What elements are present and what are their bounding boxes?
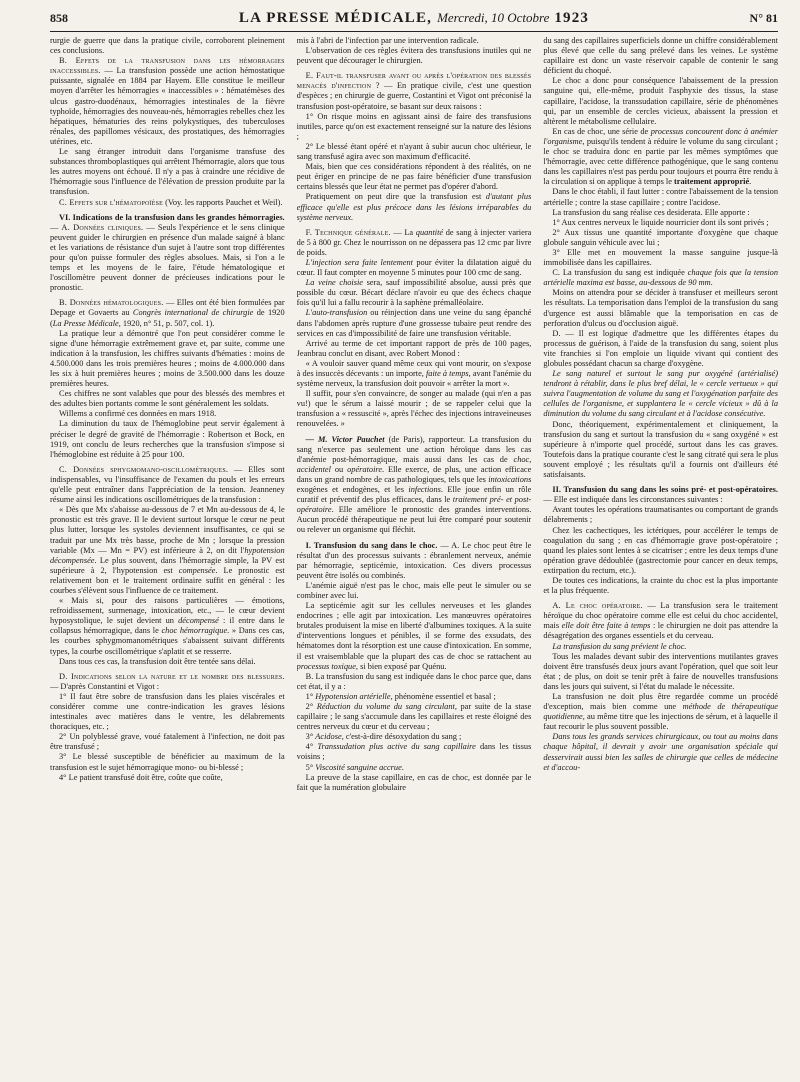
italic-text: choc hémorragique [161,626,228,636]
paragraph [297,541,532,581]
paragraph-text: C. La transfusion du sang est indiquée [552,268,688,278]
paragraph: Willems a confirmé ces données en mars 1918. [59,409,217,419]
italic-text: Transsudation plus active du sang capillaire [317,742,476,752]
paragraph [543,601,778,641]
paragraph-text: — Elle est indiquée dans les circonstances suivantes : [543,495,723,505]
paragraph [50,465,285,505]
paragraph-text: sera, sauf impossibilité absolue, aussi près que possible du cœur. Bécart déclare n'avoir eu que des échecs chaque fois qu'il lui a fallu recourir à la saphène prémalléolaire. [296,278,532,308]
journal-title [110,10,718,27]
list-item: 2° Un polyblessé grave, voué fatalement à l'infection, ne doit pas être transfusé ; [50,732,285,752]
paragraph-text: — La transfusion possède une action hémostatique puissante, signalée en 1884 par Hayem. Elle constitue le meilleur moyen d'arrêter les hémorragies « inaccessibles » : hématémèses des ulcus gastro-duodénaux, hémorragies intestinales de la fièvre typhoïde, hémorragies des nouveau-nés, hémorragies rebelles chez les hépatiques, hématuries des reins polykystiques, des tuberculoses rénales, des papillomes vésicaux, des prostatiques, des hémorragies utérines, etc. [50,66,285,146]
paragraph: L'anémie aiguë n'est pas le choc, mais elle peut le simuler ou se combiner avec lui. [296,580,532,600]
italic-text: chaque fois que la tension artérielle maxima est basse, au-dessous de 90 mm [543,268,778,288]
italic-text: Réduction du volume du sang circulant [316,702,455,711]
paragraph-text: . Elle joue enfin un rôle curatif et préventif des plus efficaces, dans le [296,485,532,505]
paragraph [543,485,778,505]
paragraph: D. — Il est logique d'admettre que les différentes étapes du processus de guérison, à l'aide de la transfusion du sang, soient plus vite franchies si l'on emploie un liquide vivant qui contient des globules possédant chacun sa charge d'oxygène. [543,328,778,368]
paragraph [297,71,532,111]
paragraph-text: exogènes et endogènes, et les [296,485,409,495]
italic-text: L'auto-transfusion [305,308,368,318]
list-item: 1° Aux centres nerveux le liquide nourricier dont ils sont privés ; [552,217,769,227]
paragraph [297,601,532,672]
list-item: 2° Aux tissus une quantité importante d'oxygène que chaque globule sanguin véhicule avec lui ; [543,227,778,247]
paragraph: rurgie de guerre que dans la pratique civile, corroborent pleinement ces conclusions. [50,36,285,56]
paragraph-text: dans les tissus voisins ; [296,742,532,762]
italic-text: La Presse Médicale [52,318,119,328]
paragraph-text: — D'après Constantini et Vigot : [50,681,160,691]
paragraph: Dans tous les grands services chirurgicaux, ou tout au moins dans chaque hôpital, il devrait y avoir une organisation spéciale qui desservirait aussi bien les salles de chirurgie que celles de médecine et d'accou- [543,732,778,772]
list-item: 4° Le patient transfusé doit être, coûte que coûte, [59,772,223,782]
paragraph: L'observation de ces règles évitera des transfusions inutiles qui ne peuvent que décourager le chirurgien. [296,46,532,66]
paragraph-text: , si bien exposé par Quénu. [355,661,447,671]
quote-paragraph [297,359,532,389]
section-heading: A. Le choc opératoire. [552,601,643,611]
italic-text: Hypotension artérielle [315,691,391,701]
paragraph: La pratique leur a démontré que l'on peut considérer comme le signe d'une hémorragie extrêmement grave et, par suite, comme une indication à la transfusion, les chiffres suivants d'hématies : moins de 4.500.000 dans les trois premières heures ; moins de 4.000.000 dans les six à huit premières heures ; moins de 3.500.000 dans les douze premières heures. [50,328,285,389]
italic-text: compensée [178,565,216,575]
paragraph [50,213,285,294]
paragraph-text: , c'est-à-dire désoxydation du sang ; [341,732,462,742]
italic-text: faite à temps [425,369,469,378]
chapter-title: I. Transfusion du sang dans le choc. [305,540,438,550]
paragraph-text: « Dès que Mx s'abaisse au-dessous de 7 et Mn au-dessous de 4, le pronostic est très grave. Il le devient surtout lorsque le cœur ne peut plus lutter, lorsque les systoles deviennent insuffisantes, ce qui se traduit par une Mx très basse, proche de Mn ; lorsque la pression variable (Mx — Mn = PV) est inférieure à 2, on dit l' [50,505,285,555]
paragraph-text: — A. Le choc peut être le résultat d'un des processus suivants : ébranlement nerveux, anémie par hémorragie, septicémie, intoxication. Ces divers processus peuvent être isolés ou combinés. [296,540,532,580]
paragraph: B. La transfusion du sang est indiquée dans le choc parce que, dans cet état, il y a : [296,671,532,691]
paragraph: Chez les cachectiques, les ictériques, pour accélérer le temps de coagulation du sang ; en cas d'hémorragie grave post-opératoire ; quand les plaies sont lentes à se cicatriser ; entre les deux temps d'une opération grave dédoublée (gastrectomie pour cancer en deux temps, extirpation du rectum, etc.). [543,525,778,575]
list-item: 1° On risque moins en agissant ainsi de faire des transfusions inutiles, parce qu'on est exactement renseigné sur la nature des lésions ; [296,111,532,141]
bold-text: traitement approprié [674,177,750,187]
chapter-title: II. Transfusion du sang dans les soins pré- et post-opératoires. [552,485,778,495]
paragraph: Dans le choc établi, il faut lutter : contre l'abaissement de la tension artérielle ; contre la stase capillaire ; contre l'acidose. [543,187,778,207]
paragraph [50,672,285,692]
paragraph-text: . Le plus souvent, dans l'hémorragie simple, la PV est supérieure à 2, l'hypotension est [50,555,285,575]
quote-paragraph [50,596,285,657]
list-item [297,702,532,732]
italic-text: d'autant plus efficace qu'elle est plus précoce dans les lésions irréparables du système nerveux. [296,192,532,222]
paragraph-text: , avant l'anémie du système nerveux, la transfusion doit pouvoir « arrêter la mort ». [296,369,532,389]
author-name: — M. Victor Pauchet [305,434,385,444]
italic-text: Viscosité sanguine accrue [315,762,402,772]
paragraph-text: — Elles sont indispensables, vu l'insuffisance de l'examen du pouls et les erreurs qu'elle peut entraîner dans l'appréciation de la tension. Jeanneney résume ainsi les indications oscillométriques de la transfusion : [50,464,285,505]
paragraph-text: (Voy. les rapports Pauchet et Weil). [163,197,283,207]
paragraph-text: Pratiquement on peut dire que la transfusion est [305,192,486,202]
paragraph: Donc, théoriquement, expérimentalement et cliniquement, la transfusion du sang et surtout la transfusion du « sang oxygéné » est supérieure à n'importe quel procédé, surtout dans les cas graves. Toutefois dans la pratique courante c'est le sang citraté qui sera le plus souvent employé ; les résultats qu'il a fournis ont d'ailleurs été satisfaisants. [543,419,778,480]
italic-text: processus toxique [296,661,356,671]
italic-text: méthode de thérapeutique quotidienne [543,702,778,722]
paragraph-text: . Elle améliore le pronostic des grandes interventions. Aucun procédé thérapeutique ne peut lui être comparé pour soutenir ou relever un organisme qui fléchit. [296,505,532,535]
column-3 [543,36,778,1082]
italic-text: elle doit être faite à temps [561,621,651,631]
paragraph-text: , par suite de la stase capillaire ; le sang s'accumule dans les capillaires et reste éloigné des centres nerveux du cœur et du cerveau ; [296,702,532,732]
paragraph [543,127,778,188]
paragraph-text: — La [390,227,416,237]
column-1 [50,36,285,1082]
paragraph-text: La septicémie agit sur les cellules nerveuses et les glandes endocrines ; elle agit par intoxication. Les manœuvres opératoires brutales produisent la mise en liberté d'albumines toxiques. A la suite d'interventions longues et pénibles, il se forme des exsudats, des hématomes dont la résorption est une cause d'intoxication. En somme, il est vraisemblable que la plupart des cas de choc se rattachent au [296,601,532,661]
section-heading: D. Indications selon la nature et le nombre des blessures. [59,671,285,681]
paragraph [297,228,532,258]
paragraph-text: de sang à injecter variera de 5 à 800 gr. Chez le nourrisson on ne dépassera pas 12 cmc par livre de poids. [296,227,532,257]
paragraph: La preuve de la stase capillaire, en cas de choc, est donnée par le fait que la numération globulaire [296,772,532,792]
list-number: 5° [305,762,316,772]
paragraph [297,258,532,278]
list-item [297,742,532,762]
italic-text: processus concourent donc à anémier l'organisme [543,126,778,146]
paragraph-text: . [749,177,752,187]
list-item: 3° Elle met en mouvement la masse sanguine jusque-là immobilisée dans les capillaires. [543,247,778,268]
page-header [50,10,778,32]
italic-text: L'injection sera faite lentement [305,257,413,267]
paragraph-text: — La transfusion sera le traitement héroïque du choc opératoire comme elle est celui du choc accidentel, mais [543,601,778,631]
italic-text: La veine choisie [305,278,364,288]
list-item [297,732,532,742]
italic-text: intoxications [488,474,532,484]
list-item: 2° Le blessé étant opéré et n'ayant à subir aucun choc ultérieur, le sang transfusé agira avec son maximum d'efficacité. [296,141,532,162]
list-number: 4° [305,742,318,752]
paragraph [50,298,285,328]
section-heading: B. Données hématologiques. [59,298,164,308]
section-heading: C. Données sphygmomano-oscillométriques. [59,464,229,474]
page-number: 858 [50,11,68,25]
paragraph: Avant toutes les opérations traumatisantes ou comportant de grands délabrements ; [543,505,778,525]
paragraph [297,308,532,338]
italic-text: infections [408,485,441,495]
paragraph: mis à l'abri de l'infection par une intervention radicale. [296,36,479,45]
paragraph-text: (de Paris), rapporteur. La transfusion du sang n'exerce pas seulement une action héroïque dans les cas d'anémie post-hémorragique, mais aussi dans les cas de [296,434,532,464]
quote-paragraph [50,505,285,596]
italic-text: décompensé [178,616,219,626]
section-heading: C. Effets sur l'hématopoïèse [59,197,164,207]
paragraph-text: — Elles ont été bien formulées par Depage et Govaerts au [50,298,285,318]
paragraph-text: pour éviter la dilatation aiguë du cœur. Il faut compter en moyenne 5 minutes pour 100 cmc de sang. [296,257,532,278]
paragraph-text: En cas de choc, une série de [552,126,651,136]
paragraph: Tous les malades devant subir des interventions mutilantes graves doivent être transfusés deux jours avant l'opération, quel que soit leur état ; de plus, on doit se tenir prêt à faire de nouvelles transfusions dans les jours qui suivent, si l'état du malade le nécessite. [543,651,778,691]
list-item: 1° Il faut être sobre de transfusion dans les plaies viscérales et considérer comme une contre-indication les graves lésions intestinales avec matières dans le ventre, les délabrements thoraciques, etc. ; [50,691,285,732]
italic-text: hypotension décompensée [50,545,285,565]
issue-date: Mercredi, 10 Octobre [437,10,550,25]
paragraph-text: « Mais si, pour des raisons particulières — émotions, refroidissement, surmenage, intoxication, etc., — le cœur devient hyposystolique, le sujet devient un [50,596,285,626]
paragraph-text: . Le pronostic est relativement bon et le traitement ordinaire suffit en général : les courbes s'élèvent sous l'influence de ce traitement. [50,565,285,595]
paragraph [297,435,532,536]
paragraph [297,192,532,222]
section-heading: F. Technique générale. [305,227,391,237]
italic-text: choc, accidentel [296,454,532,474]
paragraph [543,268,778,288]
italic-text: Congrès international de chirurgie [132,308,254,318]
paragraph: De toutes ces indications, la crainte du choc est la plus importante et la plus fréquente. [543,575,778,596]
paragraph: Dans tous ces cas, la transfusion doit être tentée sans délai. [59,656,256,666]
paragraph-text: , phénomène essentiel et basal ; [390,691,496,701]
paragraph [543,692,778,732]
list-number: 3° [305,732,316,742]
paragraph [50,198,285,208]
paragraph-text: , 1920, n° 51, p. 507, col. 1). [118,318,215,328]
paragraph-text: . » Dans ces cas, les courbes sphygmomanométriques s'abaissent suivant différents types, la courbe oscillométrique s'aplatit et se resserre. [50,626,285,656]
list-item [297,763,532,773]
section-heading: B. Effets de la transfusion dans les hémorragies inaccessibles. [50,56,285,76]
list-number: 1° [305,691,316,701]
paragraph: La transfusion du sang réalise ces desiderata. Elle apporte : [552,207,750,217]
paragraph-text: , puisqu'ils tendent à réduire le volume du sang circulant ; le choc se traduira donc en partie par les mêmes symptômes que l'hémorragie, avec cette différence pathogénique, que le sang contenu dans les capillaires n'est pas perdu pour toujours et pourra être rendu à la circulation si on applique à temps le [543,136,778,187]
article-columns [50,36,778,1082]
italic-text: Acidose [315,732,342,742]
paragraph-text: . Elle exerce, de plus, une action efficace dans un grand nombre de cas pathologiques, tels que les [296,464,532,484]
quote-paragraph: Il suffit, pour s'en convaincre, de songer au malade (qui n'en a pas vu!) que le sérum a laissé mourir ; de se rappeler celui que la transfusion a « ressuscité », après l'échec des injections intraveineuses renouvelées. » [296,389,532,429]
paragraph-text: ou [330,464,348,474]
paragraph: Moins on attendra pour se décider à transfuser et meilleurs seront les résultats. La temporisation dans l'emploi de la transfusion du sang d'urgence est aussi blâmable que la temporisation en cas de perforation d'ulcus ou d'occlusion aiguë. [543,288,778,328]
paragraph: Mais, bien que ces considérations répondent à des réalités, on ne peut ériger en principe de ne pas faire bénéficier d'une transfusion certains blessés que leur état ne permet pas d'opérer d'abord. [296,162,532,192]
paragraph-text: — Seuls l'expérience et le sens clinique peuvent guider le chirurgien en présence d'un malade saigné à blanc et les variations de résistance d'un sujet à l'autre sont trop différentes pour qu'on puisse formuler des règles absolues. Mais, si l'on a le temps et les moyens de le faire, l'étude hématologique et l'oscillomètre peuvent donner de précieuses indications pour le pronostic. [50,222,285,293]
italic-text: traitement pré- et post-opératoire [296,495,532,515]
section-heading: E. Faut-il transfuser avant ou après l'opération des blessés menacés d'infection ? [296,71,532,91]
paragraph: Le sang naturel et surtout le sang pur oxygéné (artérialisé) tendront à rétablir, dans le plus bref délai, le « cercle vertueux » qui suivra l'augmentation de volume du sang et l'oxygénation parfaite des cellules de l'organisme, et supplantera le « cercle vicieux » dû à la diminution du volume du sang circulant et à l'acidose consécutive. [543,369,778,419]
chapter-title: VI. Indications de la transfusion dans les grandes hémorragies. [59,212,285,222]
paragraph [297,278,532,308]
italic-text: quantité [415,227,444,237]
paragraph-text: : il entre dans le collapsus hémorragique, dans le [50,616,285,636]
column-2 [297,36,532,1082]
paragraph-text: « A vouloir sauver quand même ceux qui vont mourir, on s'expose à des insuccès décevants : un importe, [296,358,532,378]
paragraph: Le sang étranger introduit dans l'organisme transfuse des substances thromboplastiques qui arrêtent l'hémorragie, alors que tous les autres moyens ont échoué. Il n'y a pas à craindre une récidive de l'hémorragie sous l'influence de l'élévation de pression produite par la transfusion. [50,147,285,197]
paragraph: La diminution du taux de l'hémoglobine peut servir également à préciser le degré de gravité de l'hémorragie : Robertson et Bock, en 1919, ont conclu de leurs recherches que la transfusion s'impose si l'hémoglobine est réduite à 25 pour 100. [50,419,285,459]
paragraph: Ces chiffres ne sont valables que pour des blessés des membres et des adultes bien portants comme le sont généralement les soldats. [50,389,285,409]
list-item: 3° Le blessé susceptible de bénéficier au maximum de la transfusion est le sujet hémorragique mono- ou bi-blessé ; [50,752,285,772]
section-heading: — A. Données cliniques. [50,222,144,232]
paragraph-text: : le chirurgien ne doit pas attendre la désagrégation des organes essentiels et du cerveau. [543,621,778,641]
list-item [297,692,532,702]
paragraph-text: — En pratique civile, c'est une question d'espèces ; en chirurgie de guerre, Costantini et Vigot ont préconisé la transfusion post-opératoire, se basant sur deux raisons : [296,81,532,111]
paragraph [50,56,285,147]
paragraph-text: . [401,762,404,772]
journal-name: LA PRESSE MÉDICALE, [238,10,433,26]
paragraph: Le choc a donc pour conséquence l'abaissement de la pression sanguine qui, elle-même, produit l'asphyxie des tissus, la stase capillaire, l'acidose, la transsudation capillaire, série de phénomènes qui, par un ensemble de cercles vicieux, abaissent la pression et altèrent le métabolisme cellulaire. [543,76,778,126]
paragraph: La transfusion du sang prévient le choc. [552,641,687,651]
paragraph-text: . [710,278,713,288]
paragraph-text: , au même titre que les injections de sérum, et à laquelle il faut recourir le plus souvent possible. [543,712,778,732]
italic-text: opératoire [347,464,383,474]
paragraph: Arrivé au terme de cet important rapport de près de 100 pages, Jeanbrau conclut en disant, avec Robert Monod : [296,338,532,358]
paragraph: du sang des capillaires superficiels donne un chiffre considérablement plus élevé que celle du sang prélevé dans les veines. Le système capillaire est donc un vaste réservoir capable de contenir le sang déficient du choqué. [543,36,778,76]
paragraph-text: La transfusion ne doit plus être regardée comme un procédé d'exception, mais bien comme une [543,692,778,712]
issue-year: 1923 [554,10,590,26]
paragraph-text: de 1920 ( [50,308,285,328]
paragraph-text: ou réinjection dans une veine du sang épanché dans l'abdomen après rupture d'une grossesse tubaire peut rendre des services en cas d'impossibilité de faire une transfusion véritable. [296,308,532,338]
list-number: 2° [305,702,317,711]
issue-number: N° 81 [749,11,778,25]
